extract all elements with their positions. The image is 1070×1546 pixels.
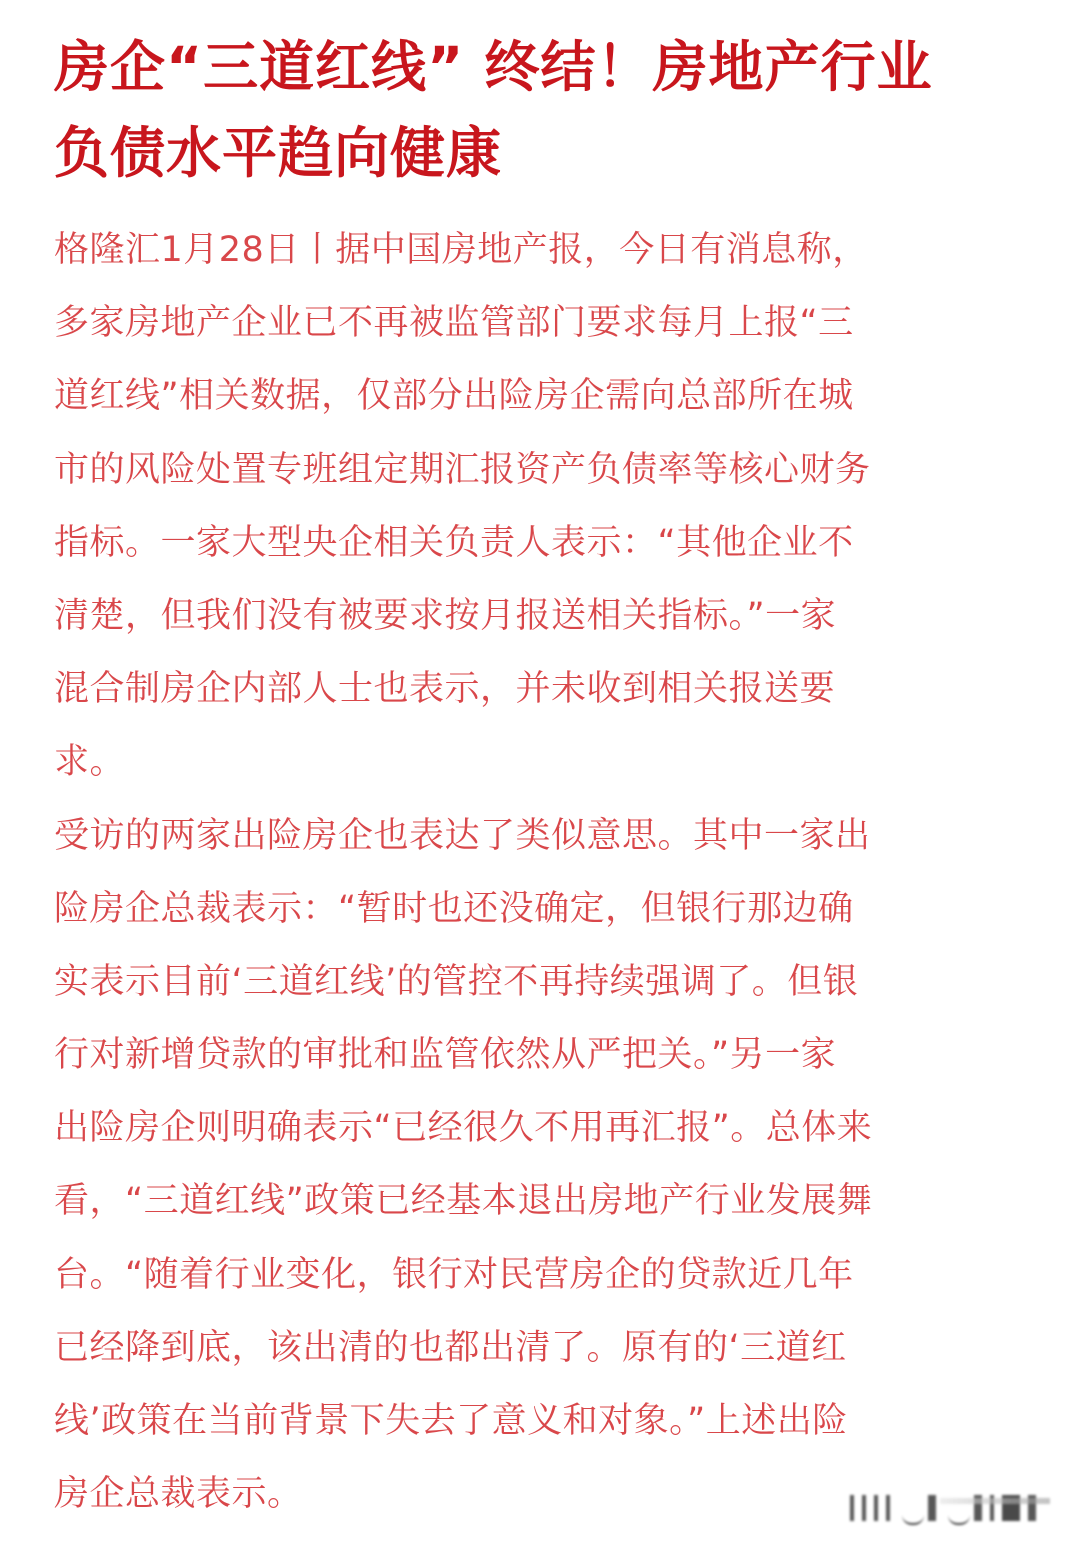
body-line: 线’政策在当前背景下失去了意义和对象。”上述出险 [54,1401,848,1441]
watermark-space [944,1495,974,1521]
body-line: 看，“三道红线”政策已经基本退出房地产行业发展舞 [54,1181,873,1222]
watermark-curve [898,1495,928,1521]
body-line: 清楚，但我们没有被要求按月报送相关指标。”一家 [54,595,837,636]
body-line: 实表示目前‘三道红线’的管控不再持续强调了。但银 [54,961,859,1002]
body-line: 道红线”相关数据，仅部分出险房企需向总部所在城 [54,376,854,417]
body-line: 多家房地产企业已不再被监管部门要求每月上报“三 [54,303,854,344]
body-line: 指标。一家大型央企相关负责人表示：“其他企业不 [54,522,854,563]
body-line: 格隆汇1月28日丨据中国房地产报，今日有消息称， [54,230,868,270]
body-line: 台。“随着行业变化，银行对民营房企的贷款近几年 [54,1254,854,1295]
body-line: 险房企总裁表示：“暂时也还没确定，但银行那边确 [54,888,854,929]
watermark-bar [850,1495,854,1521]
title-line-1: 房企“三道红线” 终结！房地产行业 [54,35,933,99]
article-body [54,214,1044,1531]
watermark-logo-icon [850,1490,1050,1526]
watermark-bar [886,1495,890,1521]
body-line: 市的风险处置专班组定期汇报资产负债率等核心财务 [54,449,871,490]
body-line: 混合制房企内部人士也表示，并未收到相关报送要 [54,669,836,710]
body-line: 出险房企则明确表示“已经很久不用再汇报”。总体来 [54,1108,873,1149]
watermark-bar [874,1495,878,1521]
article-title [54,24,1044,196]
body-line: 已经降到底，该出清的也都出清了。原有的‘三道红 [54,1327,847,1368]
body-line: 受访的两家出险房企也表达了类似意思。其中一家出 [54,815,871,856]
watermark-bar [928,1495,936,1521]
body-line: 房企总裁表示。 [54,1474,303,1515]
title-line-2: 负债水平趋向健康 [54,121,503,185]
watermark-bar [862,1495,866,1521]
body-line: 求。 [54,742,126,783]
body-line: 行对新增贷款的审批和监管依然从严把关。”另一家 [54,1035,837,1076]
